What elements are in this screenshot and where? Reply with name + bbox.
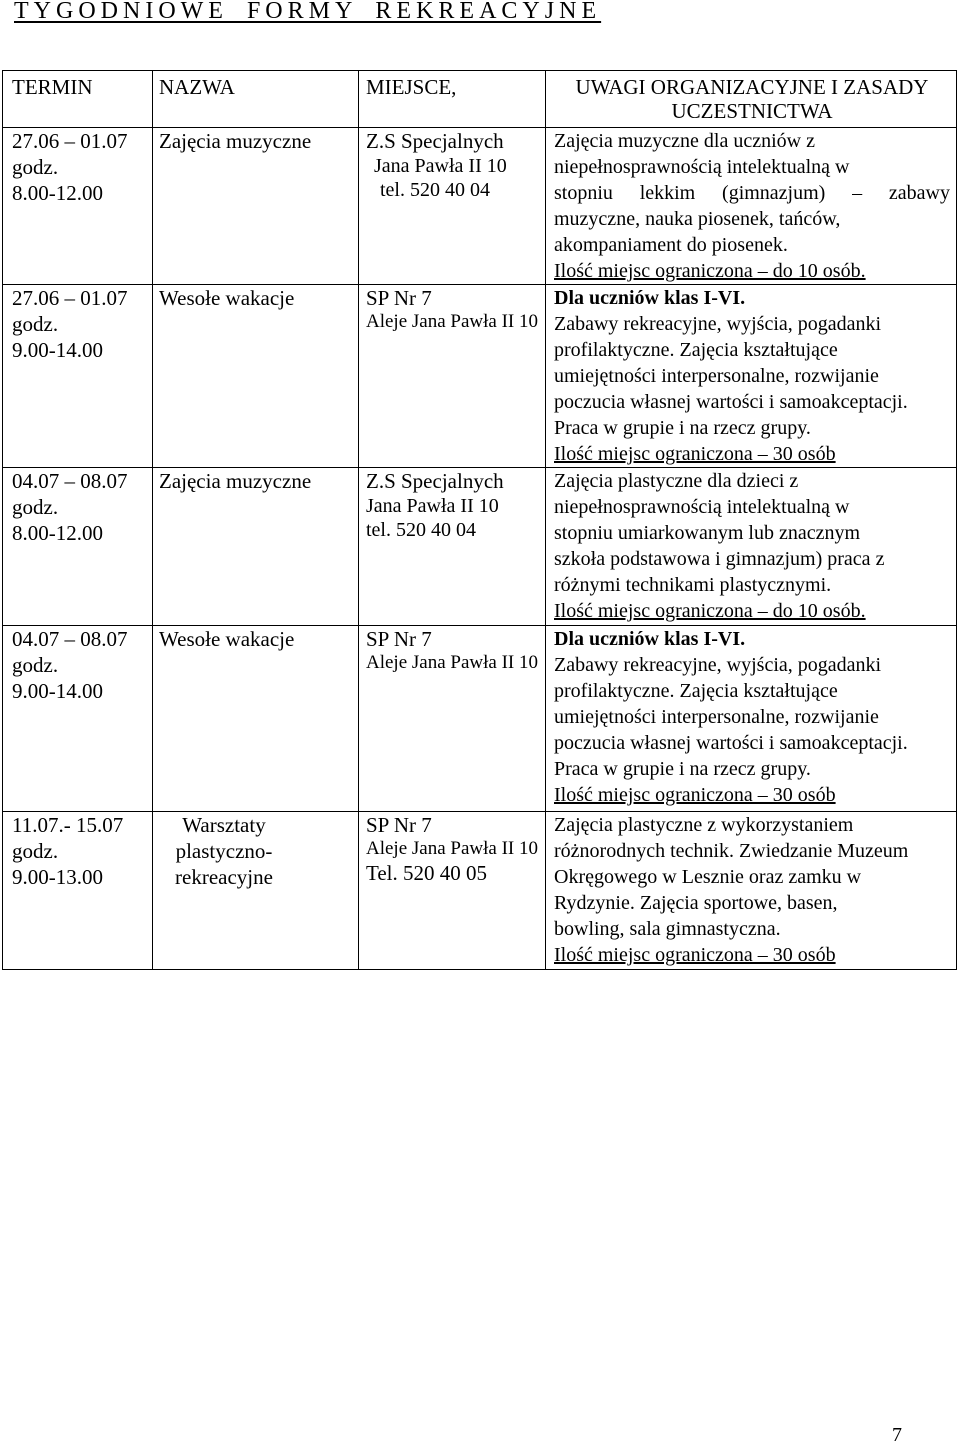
place-address: Aleje Jana Pawła II 10 [366, 838, 538, 859]
date-range: 11.07.- 15.07 [12, 813, 124, 837]
name-cell [153, 626, 359, 812]
notes-line: akompaniament do piosenek. [554, 234, 788, 256]
notes-line: Zabawy rekreacyjne, wyjścia, pogadanki [554, 654, 882, 676]
place-address: Jana Pawła II 10 [374, 155, 507, 177]
notes-line: umiejętności interpersonalne, rozwijanie [554, 706, 879, 728]
page-title: TYGODNIOWE FORMY REKREACYJNE [14, 0, 602, 24]
notes-cell [546, 285, 957, 468]
name-cell [153, 468, 359, 626]
capacity-limit: Ilość miejsc ograniczona – 30 osób [554, 443, 836, 465]
notes-text [554, 468, 950, 598]
table-row [3, 468, 957, 626]
activity-name [159, 812, 289, 890]
hours-label: godz. [12, 312, 59, 336]
place-address: Aleje Jana Pawła II 10 [366, 652, 538, 673]
notes-line: Zajęcia plastyczne z wykorzystaniem [554, 814, 854, 836]
hours-label: godz. [12, 495, 59, 519]
page-number: 7 [892, 1424, 902, 1446]
date-cell [3, 468, 153, 626]
place-name: SP Nr 7 [366, 286, 432, 310]
table-row [3, 812, 957, 970]
date-range: 27.06 – 01.07 [12, 286, 128, 310]
capacity-limit: Ilość miejsc ograniczona – do 10 osób. [554, 600, 866, 622]
hours-range: 8.00-12.00 [12, 181, 103, 205]
place-name: SP Nr 7 [366, 627, 432, 651]
date-cell [3, 285, 153, 468]
notes-text [554, 128, 950, 258]
notes-line: Praca w grupie i na rzecz grupy. [554, 758, 811, 780]
notes-line: Okręgowego w Lesznie oraz zamku w [554, 866, 862, 888]
place-cell [359, 285, 546, 468]
place-address: Jana Pawła II 10 [366, 495, 499, 517]
date-cell [3, 128, 153, 285]
notes-line: Praca w grupie i na rzecz grupy. [554, 417, 811, 439]
name-cell [153, 285, 359, 468]
place-phone: Tel. 520 40 05 [366, 861, 488, 885]
notes-line: niepełnosprawnością intelektualną w [554, 156, 850, 178]
hours-range: 9.00-14.00 [12, 338, 103, 362]
notes-line: różnorodnych technik. Zwiedzanie Muzeum [554, 840, 909, 862]
notes-line: różnymi technikami plastycznymi. [554, 574, 832, 596]
activity-name-line: plastyczno- [175, 839, 273, 863]
header-uwagi-line-1: UWAGI ORGANIZACYJNE I ZASADY [575, 75, 929, 99]
hours-range: 9.00-14.00 [12, 679, 103, 703]
notes-line: poczucia własnej wartości i samoakceptacji. [554, 391, 908, 413]
notes-text [554, 626, 950, 782]
notes-line: Zajęcia plastyczne dla dzieci z [554, 470, 799, 492]
notes-text [554, 285, 950, 441]
activity-name: Wesołe wakacje [159, 627, 295, 651]
place-name: Z.S Specjalnych [366, 469, 504, 493]
hours-label: godz. [12, 653, 59, 677]
hours-range: 8.00-12.00 [12, 521, 103, 545]
notes-line: Zajęcia muzyczne dla uczniów z [554, 130, 815, 152]
notes-line: Dla uczniów klas I-VI. [554, 628, 746, 650]
capacity-limit: Ilość miejsc ograniczona – do 10 osób. [554, 260, 866, 282]
place-cell [359, 128, 546, 285]
header-nazwa: NAZWA [153, 71, 359, 128]
activity-name: Zajęcia muzyczne [159, 469, 312, 493]
place-address: Aleje Jana Pawła II 10 [366, 311, 538, 332]
notes-line: Rydzynie. Zajęcia sportowe, basen, [554, 892, 838, 914]
place-phone: tel. 520 40 04 [380, 179, 490, 201]
capacity-limit: Ilość miejsc ograniczona – 30 osób [554, 944, 836, 966]
capacity-limit: Ilość miejsc ograniczona – 30 osób [554, 784, 836, 806]
notes-line: niepełnosprawnością intelektualną w [554, 496, 850, 518]
place-phone: tel. 520 40 04 [366, 519, 476, 541]
notes-cell [546, 812, 957, 970]
schedule-table [2, 70, 957, 970]
notes-line: stopniu umiarkowanym lub znacznym [554, 522, 861, 544]
activity-name-line: Warsztaty [182, 813, 266, 837]
notes-cell [546, 468, 957, 626]
header-uwagi [546, 71, 957, 128]
notes-line: muzyczne, nauka piosenek, tańców, [554, 208, 841, 230]
header-miejsce: MIEJSCE, [359, 71, 546, 128]
date-range: 27.06 – 01.07 [12, 129, 128, 153]
table-row [3, 128, 957, 285]
notes-line: Zabawy rekreacyjne, wyjścia, pogadanki [554, 313, 882, 335]
hours-label: godz. [12, 839, 59, 863]
name-cell [153, 812, 359, 970]
table-header-row [3, 71, 957, 128]
hours-label: godz. [12, 155, 59, 179]
notes-line: poczucia własnej wartości i samoakceptacji. [554, 732, 908, 754]
notes-line: stopniu lekkim (gimnazjum) – zabawy [554, 182, 950, 204]
notes-cell [546, 626, 957, 812]
date-range: 04.07 – 08.07 [12, 627, 128, 651]
table-row [3, 626, 957, 812]
activity-name: Zajęcia muzyczne [159, 129, 312, 153]
place-name: SP Nr 7 [366, 813, 432, 837]
name-cell [153, 128, 359, 285]
header-termin: TERMIN [3, 71, 153, 128]
date-cell [3, 626, 153, 812]
place-name: Z.S Specjalnych [366, 129, 504, 153]
table-row [3, 285, 957, 468]
notes-line: Dla uczniów klas I-VI. [554, 287, 746, 309]
notes-line: profilaktyczne. Zajęcia kształtujące [554, 339, 838, 361]
notes-text [554, 812, 950, 942]
place-cell [359, 812, 546, 970]
header-uwagi-line-2: UCZESTNICTWA [671, 99, 833, 123]
notes-line: szkoła podstawowa i gimnazjum) praca z [554, 548, 885, 570]
place-cell [359, 626, 546, 812]
notes-line: profilaktyczne. Zajęcia kształtujące [554, 680, 838, 702]
notes-line: bowling, sala gimnastyczna. [554, 918, 781, 940]
activity-name-line: rekreacyjne [175, 865, 273, 889]
notes-cell [546, 128, 957, 285]
activity-name: Wesołe wakacje [159, 286, 295, 310]
place-cell [359, 468, 546, 626]
hours-range: 9.00-13.00 [12, 865, 103, 889]
date-cell [3, 812, 153, 970]
date-range: 04.07 – 08.07 [12, 469, 128, 493]
notes-line: umiejętności interpersonalne, rozwijanie [554, 365, 879, 387]
